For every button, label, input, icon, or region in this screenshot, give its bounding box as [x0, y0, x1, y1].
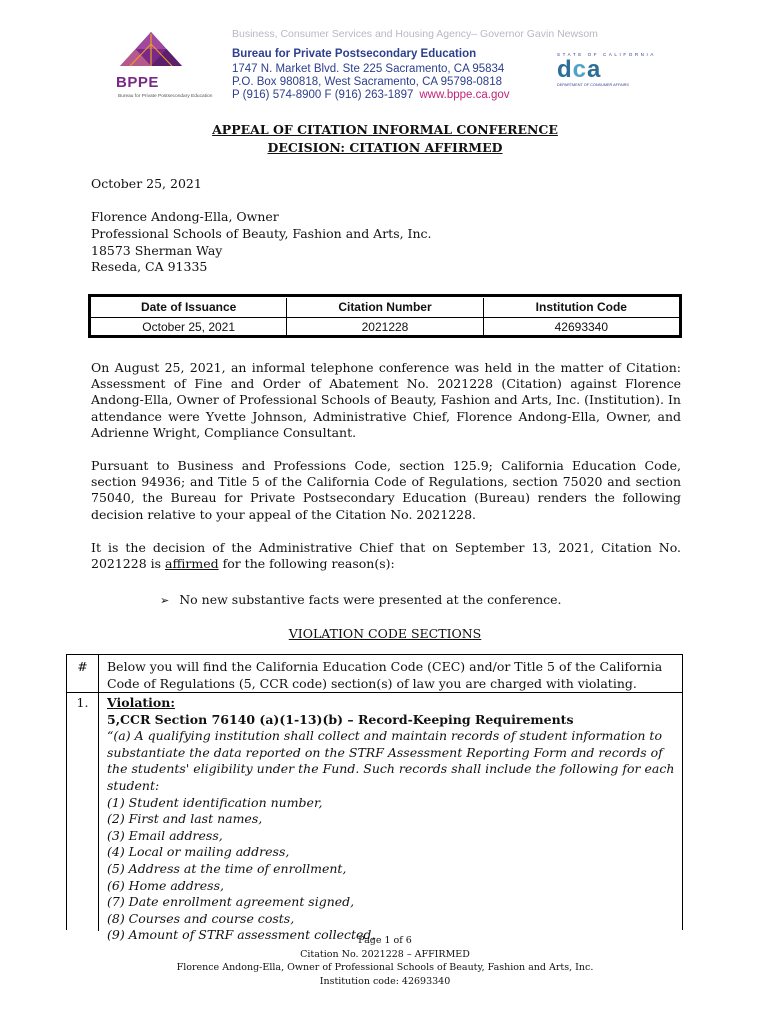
value-citation-number: 2021228 — [286, 318, 482, 337]
recipient-name: Florence Andong-Ella, Owner — [91, 209, 279, 224]
bureau-address-line2: P.O. Box 980818, West Sacramento, CA 95798-0818 — [232, 76, 502, 88]
violation-row-number: 1. — [76, 695, 89, 710]
violations-header-text: Below you will find the California Education Code (CEC) and/or Title 5 of the California Code of Regulations (5, CCR code) section(s) of law you are charged with violating. — [107, 659, 663, 691]
violation-sections-heading: VIOLATION CODE SECTIONS — [288, 626, 482, 641]
bureau-address-line1: 1747 N. Market Blvd. Ste 225 Sacramento, CA 95834 — [232, 63, 505, 75]
header-date-of-issuance: Date of Issuance — [140, 300, 237, 314]
violation-item: (9) Amount of STRF assessment collected, — [107, 927, 376, 943]
footer-page-number: Page 1 of 6 — [358, 935, 412, 946]
citation-info-header-row — [91, 298, 679, 317]
violation-label: Violation: — [107, 695, 175, 710]
header-institution-code: Institution Code — [483, 298, 679, 317]
value-institution-code: 42693340 — [483, 318, 679, 337]
paragraph-decision: It is the decision of the Administrative Chief that on September 13, 2021, Citation No. 2021228 is affirmed for the following reason(s): — [91, 540, 681, 572]
violation-item: (4) Local or mailing address, — [107, 844, 290, 860]
agency-line: Business, Consumer Services and Housing Agency– Governor Gavin Newsom — [232, 28, 598, 40]
bppe-logo-subtext: Bureau for Private Postsecondary Education — [118, 94, 213, 99]
recipient-city: Reseda, CA 91335 — [91, 259, 208, 274]
document-title-line2: DECISION: CITATION AFFIRMED — [267, 140, 503, 155]
violation-row-content — [107, 695, 679, 944]
reason-bullet — [160, 592, 562, 607]
violation-item: (3) Email address, — [107, 827, 223, 843]
value-date-of-issuance: October 25, 2021 — [142, 320, 236, 334]
arrow-bullet-icon: ➢ — [160, 594, 170, 607]
violations-header-number: # — [77, 659, 88, 674]
column-divider — [98, 655, 99, 931]
bureau-contact-line — [232, 89, 510, 101]
violation-item: (6) Home address, — [107, 877, 224, 893]
affirmed-word: affirmed — [165, 556, 219, 572]
violation-quote: “(a) A qualifying institution shall collect and maintain records of student information to substantiate the data reported on the STRF Assessment Reporting Form and records of the students' eligibility under the Fund. Such records shall include the following for each student: — [107, 728, 675, 793]
dca-state-label: STATE OF CALIFORNIA — [557, 52, 656, 57]
bppe-logo-text: BPPE — [116, 74, 159, 91]
recipient-street: 18573 Sherman Way — [91, 243, 223, 258]
dca-logo — [557, 52, 656, 92]
dca-wordmark: dca — [557, 56, 602, 83]
violation-item: (2) First and last names, — [107, 811, 263, 827]
footer-institution-code: Institution code: 42693340 — [319, 976, 451, 987]
bureau-name: Bureau for Private Postsecondary Education — [232, 48, 477, 60]
header-citation-number: Citation Number — [286, 298, 482, 317]
violation-item: (1) Student identification number, — [107, 794, 323, 810]
violation-item: (5) Address at the time of enrollment, — [107, 860, 347, 876]
footer-citation: Citation No. 2021228 – AFFIRMED — [300, 949, 470, 960]
footer-party: Florence Andong-Ella, Owner of Professional Schools of Beauty, Fashion and Arts, Inc. — [176, 962, 594, 973]
violation-section-title: 5,CCR Section 76140 (a)(1-13)(b) – Record-Keeping Requirements — [107, 711, 574, 727]
document-title-line1: APPEAL OF CITATION INFORMAL CONFERENCE — [212, 122, 558, 137]
row-divider — [67, 692, 682, 693]
paragraph-authority: Pursuant to Business and Professions Code, section 125.9; California Education Code, section 94936; and Title 5 of the California Code of Regulations, section 75020 and section 75040, the Bureau for Private Postsecondary Education (Bureau) renders the following decision relative to your appeal of the Citation No. 2021228. — [91, 458, 681, 522]
dca-department-label: DEPARTMENT OF CONSUMER AFFAIRS — [557, 83, 629, 87]
recipient-organization: Professional Schools of Beauty, Fashion and Arts, Inc. — [91, 226, 432, 241]
bureau-phone: P (916) 574-8900 F (916) 263-1897 — [232, 89, 414, 101]
bureau-website-link[interactable]: www.bppe.ca.gov — [419, 89, 510, 101]
paragraph-conference: On August 25, 2021, an informal telephone conference was held in the matter of Citation: Assessment of Fine and Order of Abatement No. 2021228 (Citation) against Florence Andong-Ella, Owner of Professional Schools of Beauty, Fashion and Arts, Inc. (Institution). In attendance were Yvette Johnson, Administrative Chief, Florence Andong-Ella, Owner, and Adrienne Wright, Compliance Consultant. — [91, 360, 681, 440]
reason-text: No new substantive facts were presented at the conference. — [179, 592, 562, 607]
citation-info-table — [88, 294, 682, 338]
violation-item: (8) Courses and course costs, — [107, 910, 295, 926]
violation-item: (7) Date enrollment agreement signed, — [107, 894, 355, 910]
letter-date: October 25, 2021 — [91, 176, 202, 191]
citation-info-value-row — [91, 317, 679, 337]
